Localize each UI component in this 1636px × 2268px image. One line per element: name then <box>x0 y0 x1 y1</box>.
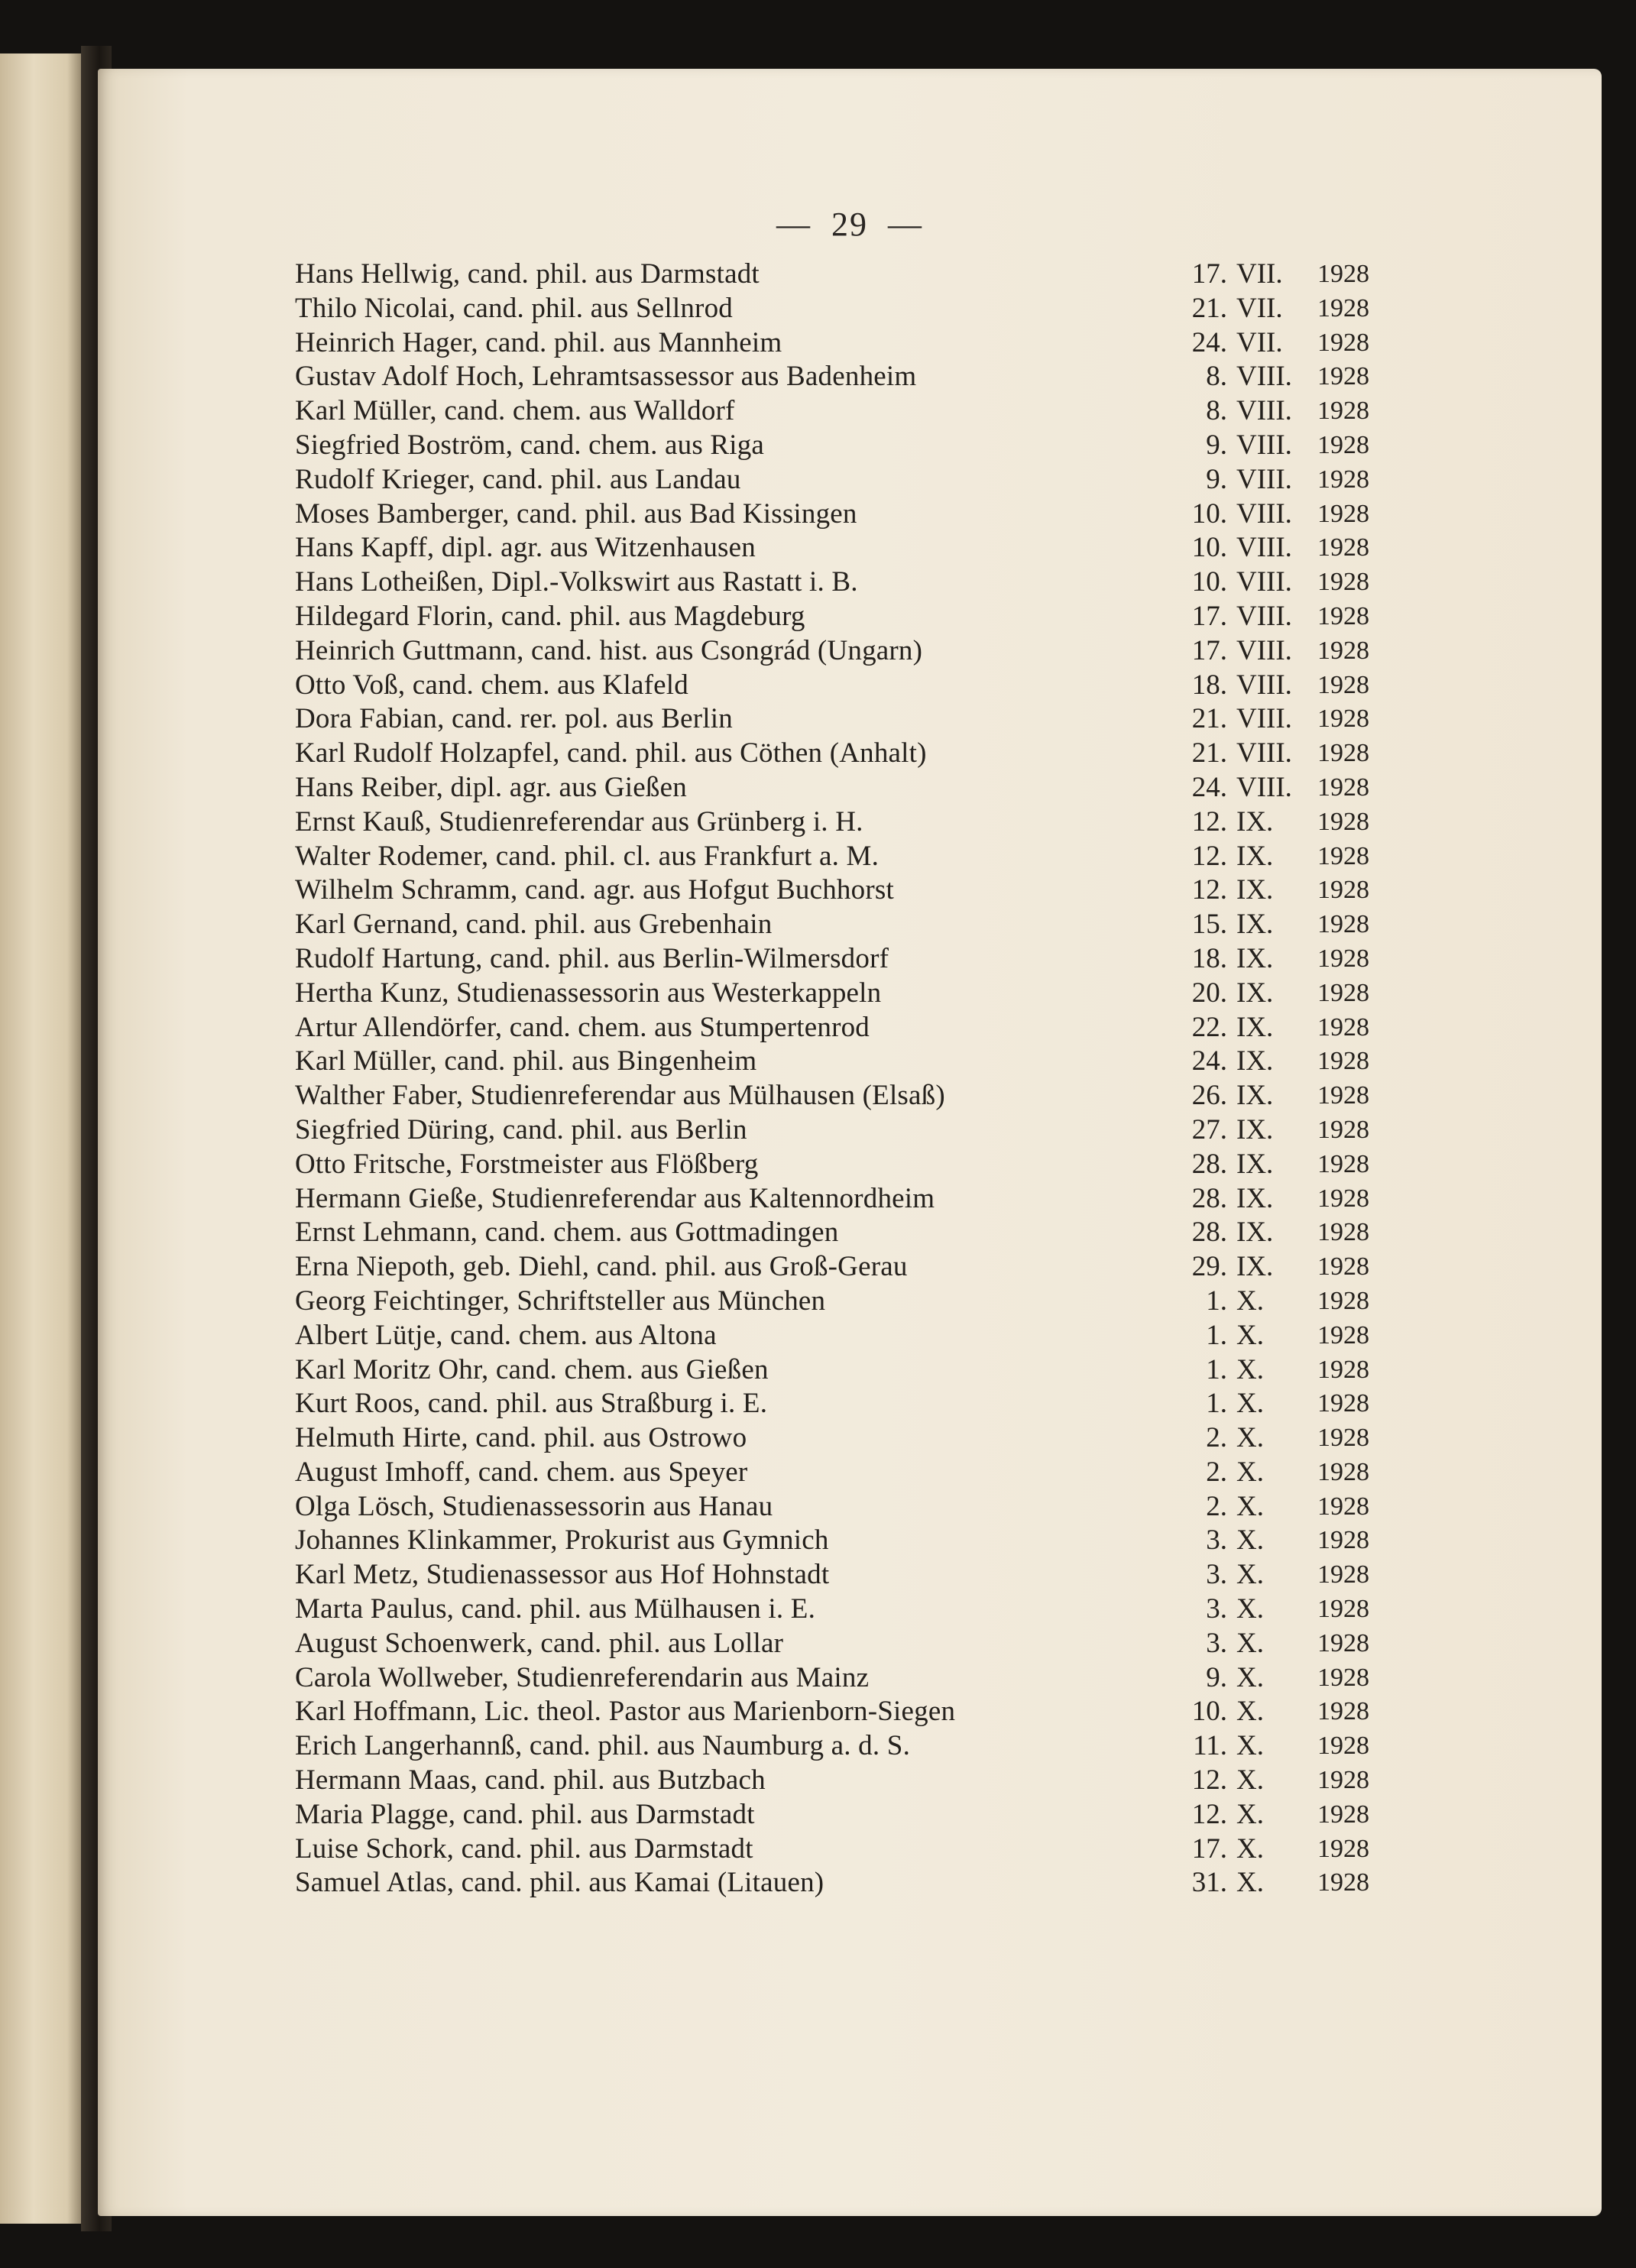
entry-name: Gustav Adolf Hoch, Lehramtsassessor aus Badenheim <box>295 361 917 393</box>
entry-name: Karl Gernand, cand. phil. aus Grebenhain <box>295 909 773 941</box>
entry-year: 1928 <box>1317 1834 1369 1863</box>
entry-month: IX. <box>1236 1080 1274 1112</box>
entry-year: 1928 <box>1317 328 1369 357</box>
list-item <box>295 1353 1395 1388</box>
entry-name: Karl Hoffmann, Lic. theol. Pastor aus Marienborn-Siegen <box>295 1696 956 1728</box>
entry-month: VIII. <box>1236 703 1292 735</box>
entry-name: Artur Allendörfer, cand. chem. aus Stumpertenrod <box>295 1011 870 1043</box>
entry-year: 1928 <box>1317 1595 1369 1624</box>
list-item <box>295 702 1395 737</box>
list-item <box>295 1627 1395 1661</box>
list-item <box>295 908 1395 942</box>
left-page-edge <box>0 53 84 2224</box>
entry-name: Ernst Kauß, Studienreferendar aus Grünberg i. H. <box>295 805 863 838</box>
entry-month: IX. <box>1236 874 1274 906</box>
entry-name: Hans Lotheißen, Dipl.-Volkswirt aus Rastatt i. B. <box>295 566 858 598</box>
entry-month: IX. <box>1236 1148 1274 1180</box>
entry-year: 1928 <box>1317 1252 1369 1281</box>
list-item <box>295 1764 1395 1798</box>
entry-day: 1. <box>1206 1353 1227 1385</box>
entry-day: 10. <box>1191 497 1227 530</box>
page-number: 29 <box>831 206 868 243</box>
entry-day: 20. <box>1191 977 1227 1009</box>
entry-name: August Schoenwerk, cand. phil. aus Lollar <box>295 1627 784 1659</box>
entry-month: VIII. <box>1236 361 1292 393</box>
entry-year: 1928 <box>1317 362 1369 391</box>
entry-day: 24. <box>1191 1045 1227 1077</box>
list-item <box>295 737 1395 771</box>
entry-month: X. <box>1236 1764 1264 1797</box>
entry-year: 1928 <box>1317 670 1369 699</box>
entry-day: 12. <box>1191 805 1227 838</box>
entry-month: VIII. <box>1236 600 1292 632</box>
list-item <box>295 1524 1395 1558</box>
entry-year: 1928 <box>1317 773 1369 802</box>
list-item <box>295 1456 1395 1490</box>
entry-name: Olga Lösch, Studienassessorin aus Hanau <box>295 1490 773 1522</box>
entry-month: VIII. <box>1236 771 1292 803</box>
entry-year: 1928 <box>1317 739 1369 768</box>
entry-month: X. <box>1236 1490 1264 1522</box>
list-item <box>295 1729 1395 1764</box>
entry-name: Ernst Lehmann, cand. chem. aus Gottmadingen <box>295 1217 839 1249</box>
entry-day: 3. <box>1206 1593 1227 1625</box>
entry-name: Hans Kapff, dipl. agr. aus Witzenhausen <box>295 532 756 564</box>
entry-name: Hermann Gieße, Studienreferendar aus Kaltennordheim <box>295 1182 935 1214</box>
entry-month: VII. <box>1236 258 1283 290</box>
entry-year: 1928 <box>1317 1218 1369 1247</box>
list-item <box>295 669 1395 703</box>
entry-day: 2. <box>1206 1422 1227 1454</box>
entry-year: 1928 <box>1317 397 1369 426</box>
entry-name: Rudolf Krieger, cand. phil. aus Landau <box>295 463 741 495</box>
entry-name: Heinrich Hager, cand. phil. aus Mannheim <box>295 326 782 358</box>
entry-month: X. <box>1236 1867 1264 1899</box>
entry-day: 9. <box>1206 1661 1227 1693</box>
list-item <box>295 1387 1395 1421</box>
entry-day: 3. <box>1206 1524 1227 1557</box>
list-item <box>295 1285 1395 1319</box>
entry-year: 1928 <box>1317 430 1369 459</box>
entry-month: X. <box>1236 1559 1264 1591</box>
entry-day: 3. <box>1206 1627 1227 1659</box>
entry-day: 9. <box>1206 463 1227 495</box>
entry-month: IX. <box>1236 977 1274 1009</box>
entry-name: Siegfried Düring, cand. phil. aus Berlin <box>295 1113 747 1145</box>
page-number-header <box>98 205 1602 244</box>
entry-name: Otto Voß, cand. chem. aus Klafeld <box>295 669 688 701</box>
list-item <box>295 1319 1395 1353</box>
entry-month: X. <box>1236 1353 1264 1385</box>
entry-month: VIII. <box>1236 395 1292 427</box>
entry-day: 10. <box>1191 1696 1227 1728</box>
entry-month: VIII. <box>1236 634 1292 666</box>
entry-month: X. <box>1236 1524 1264 1557</box>
list-item <box>295 1592 1395 1627</box>
entry-year: 1928 <box>1317 1149 1369 1178</box>
entry-year: 1928 <box>1317 601 1369 630</box>
list-item <box>295 840 1395 874</box>
entry-day: 28. <box>1191 1217 1227 1249</box>
list-item <box>295 600 1395 634</box>
entry-year: 1928 <box>1317 1047 1369 1076</box>
entry-month: X. <box>1236 1422 1264 1454</box>
entry-month: X. <box>1236 1730 1264 1762</box>
list-item <box>295 1113 1395 1148</box>
entry-day: 27. <box>1191 1113 1227 1145</box>
entry-day: 28. <box>1191 1182 1227 1214</box>
list-item <box>295 771 1395 805</box>
entry-month: VIII. <box>1236 429 1292 461</box>
entry-day: 12. <box>1191 1764 1227 1797</box>
entry-month: IX. <box>1236 840 1274 872</box>
entry-day: 21. <box>1191 737 1227 770</box>
entry-name: Marta Paulus, cand. phil. aus Mülhausen i. E. <box>295 1593 816 1625</box>
entry-month: X. <box>1236 1285 1264 1317</box>
list-item <box>295 394 1395 429</box>
entry-name: Hermann Maas, cand. phil. aus Butzbach <box>295 1764 766 1797</box>
list-item <box>295 531 1395 565</box>
entry-name: Hans Reiber, dipl. agr. aus Gießen <box>295 771 687 803</box>
entry-name: Siegfried Boström, cand. chem. aus Riga <box>295 429 765 461</box>
entry-name: Erna Niepoth, geb. Diehl, cand. phil. aus Groß-Gerau <box>295 1251 908 1283</box>
entry-day: 3. <box>1206 1559 1227 1591</box>
entry-year: 1928 <box>1317 636 1369 665</box>
entry-month: X. <box>1236 1456 1264 1488</box>
entry-year: 1928 <box>1317 807 1369 836</box>
entry-day: 10. <box>1191 532 1227 564</box>
entry-day: 17. <box>1191 258 1227 290</box>
entry-day: 17. <box>1191 600 1227 632</box>
list-item <box>295 873 1395 908</box>
entry-year: 1928 <box>1317 1286 1369 1315</box>
entry-day: 1. <box>1206 1285 1227 1317</box>
entry-name: Albert Lütje, cand. chem. aus Altona <box>295 1319 717 1351</box>
folio-dash-left: — <box>776 206 812 243</box>
entry-name: Hans Hellwig, cand. phil. aus Darmstadt <box>295 258 760 290</box>
list-item <box>295 942 1395 977</box>
list-item <box>295 1421 1395 1456</box>
entry-name: Samuel Atlas, cand. phil. aus Kamai (Litauen) <box>295 1867 824 1899</box>
list-item <box>295 1182 1395 1217</box>
entry-month: X. <box>1236 1661 1264 1693</box>
entry-day: 12. <box>1191 1798 1227 1830</box>
entry-name: Karl Müller, cand. chem. aus Walldorf <box>295 395 735 427</box>
entry-year: 1928 <box>1317 876 1369 905</box>
entry-day: 24. <box>1191 326 1227 358</box>
entry-year: 1928 <box>1317 499 1369 528</box>
entry-day: 17. <box>1191 1832 1227 1865</box>
entry-name: Heinrich Guttmann, cand. hist. aus Csongrád (Ungarn) <box>295 634 923 666</box>
entry-name: Walter Rodemer, cand. phil. cl. aus Frankfurt a. M. <box>295 840 880 872</box>
entry-month: VIII. <box>1236 737 1292 770</box>
registration-list <box>295 258 1395 1900</box>
entry-year: 1928 <box>1317 1628 1369 1657</box>
entry-name: Karl Moritz Ohr, cand. chem. aus Gießen <box>295 1353 769 1385</box>
entry-year: 1928 <box>1317 260 1369 288</box>
book-page <box>98 69 1602 2216</box>
entry-year: 1928 <box>1317 293 1369 322</box>
list-item <box>295 360 1395 394</box>
entry-year: 1928 <box>1317 1766 1369 1795</box>
entry-year: 1928 <box>1317 1800 1369 1829</box>
entry-month: VIII. <box>1236 497 1292 530</box>
entry-name: Kurt Roos, cand. phil. aus Straßburg i. E. <box>295 1388 768 1420</box>
entry-year: 1928 <box>1317 1492 1369 1521</box>
entry-month: VIII. <box>1236 463 1292 495</box>
entry-month: X. <box>1236 1319 1264 1351</box>
entry-month: X. <box>1236 1832 1264 1865</box>
entry-month: VII. <box>1236 326 1283 358</box>
list-item <box>295 805 1395 840</box>
entry-name: Georg Feichtinger, Schriftsteller aus München <box>295 1285 826 1317</box>
list-item <box>295 1250 1395 1285</box>
entry-year: 1928 <box>1317 705 1369 734</box>
entry-name: Karl Metz, Studienassessor aus Hof Hohnstadt <box>295 1559 830 1591</box>
entry-year: 1928 <box>1317 1526 1369 1555</box>
entry-month: X. <box>1236 1696 1264 1728</box>
entry-day: 15. <box>1191 909 1227 941</box>
entry-name: Moses Bamberger, cand. phil. aus Bad Kissingen <box>295 497 857 530</box>
entry-month: VIII. <box>1236 669 1292 701</box>
entry-month: X. <box>1236 1593 1264 1625</box>
entry-year: 1928 <box>1317 1457 1369 1486</box>
entry-month: IX. <box>1236 1217 1274 1249</box>
entry-name: Erich Langerhannß, cand. phil. aus Naumburg a. d. S. <box>295 1730 911 1762</box>
entry-year: 1928 <box>1317 568 1369 597</box>
list-item <box>295 1011 1395 1045</box>
entry-year: 1928 <box>1317 465 1369 494</box>
entry-year: 1928 <box>1317 1389 1369 1418</box>
entry-month: IX. <box>1236 1182 1274 1214</box>
entry-year: 1928 <box>1317 1355 1369 1384</box>
entry-day: 9. <box>1206 429 1227 461</box>
entry-year: 1928 <box>1317 841 1369 870</box>
entry-name: Hertha Kunz, Studienassessorin aus Westerkappeln <box>295 977 882 1009</box>
list-item <box>295 565 1395 600</box>
entry-day: 8. <box>1206 361 1227 393</box>
entry-year: 1928 <box>1317 910 1369 939</box>
entry-month: VII. <box>1236 292 1283 324</box>
entry-name: Otto Fritsche, Forstmeister aus Flößberg <box>295 1148 759 1180</box>
list-item <box>295 1045 1395 1079</box>
entry-day: 18. <box>1191 669 1227 701</box>
list-item <box>295 1558 1395 1592</box>
entry-name: August Imhoff, cand. chem. aus Speyer <box>295 1456 748 1488</box>
list-item <box>295 463 1395 497</box>
entry-month: X. <box>1236 1627 1264 1659</box>
list-item <box>295 977 1395 1011</box>
entry-day: 2. <box>1206 1456 1227 1488</box>
entry-year: 1928 <box>1317 533 1369 562</box>
entry-day: 1. <box>1206 1319 1227 1351</box>
entry-year: 1928 <box>1317 1663 1369 1692</box>
entry-month: IX. <box>1236 1251 1274 1283</box>
entry-name: Thilo Nicolai, cand. phil. aus Sellnrod <box>295 292 733 324</box>
list-item <box>295 326 1395 361</box>
entry-year: 1928 <box>1317 1115 1369 1144</box>
list-item <box>295 1490 1395 1524</box>
entry-year: 1928 <box>1317 944 1369 973</box>
entry-name: Karl Rudolf Holzapfel, cand. phil. aus Cöthen (Anhalt) <box>295 737 927 770</box>
list-item <box>295 1661 1395 1696</box>
entry-name: Carola Wollweber, Studienreferendarin aus Mainz <box>295 1661 870 1693</box>
entry-month: IX. <box>1236 1045 1274 1077</box>
entry-day: 24. <box>1191 771 1227 803</box>
list-item <box>295 429 1395 463</box>
list-item <box>295 1216 1395 1250</box>
entry-name: Maria Plagge, cand. phil. aus Darmstadt <box>295 1798 755 1830</box>
folio-dash-right: — <box>888 206 923 243</box>
list-item <box>295 258 1395 292</box>
list-item <box>295 1798 1395 1832</box>
entry-day: 12. <box>1191 840 1227 872</box>
entry-day: 10. <box>1191 566 1227 598</box>
entry-month: IX. <box>1236 805 1274 838</box>
entry-name: Dora Fabian, cand. rer. pol. aus Berlin <box>295 703 733 735</box>
entry-day: 11. <box>1193 1730 1227 1762</box>
entry-month: X. <box>1236 1798 1264 1830</box>
entry-year: 1928 <box>1317 1560 1369 1589</box>
entry-day: 29. <box>1191 1251 1227 1283</box>
entry-month: X. <box>1236 1388 1264 1420</box>
list-item <box>295 292 1395 326</box>
entry-month: VIII. <box>1236 566 1292 598</box>
entry-day: 21. <box>1191 703 1227 735</box>
entry-year: 1928 <box>1317 978 1369 1007</box>
entry-year: 1928 <box>1317 1320 1369 1349</box>
entry-year: 1928 <box>1317 1868 1369 1897</box>
entry-name: Rudolf Hartung, cand. phil. aus Berlin-Wilmersdorf <box>295 942 889 974</box>
entry-name: Johannes Klinkammer, Prokurist aus Gymnich <box>295 1524 829 1557</box>
entry-day: 8. <box>1206 395 1227 427</box>
entry-day: 31. <box>1191 1867 1227 1899</box>
entry-day: 28. <box>1191 1148 1227 1180</box>
entry-year: 1928 <box>1317 1013 1369 1042</box>
list-item <box>295 1695 1395 1729</box>
list-item <box>295 1148 1395 1182</box>
entry-year: 1928 <box>1317 1184 1369 1213</box>
entry-year: 1928 <box>1317 1732 1369 1761</box>
entry-name: Wilhelm Schramm, cand. agr. aus Hofgut Buchhorst <box>295 874 894 906</box>
entry-month: IX. <box>1236 1011 1274 1043</box>
entry-day: 12. <box>1191 874 1227 906</box>
entry-day: 17. <box>1191 634 1227 666</box>
entry-month: IX. <box>1236 909 1274 941</box>
entry-month: VIII. <box>1236 532 1292 564</box>
list-item <box>295 1832 1395 1867</box>
entry-name: Luise Schork, cand. phil. aus Darmstadt <box>295 1832 753 1865</box>
entry-day: 26. <box>1191 1080 1227 1112</box>
entry-day: 21. <box>1191 292 1227 324</box>
entry-day: 22. <box>1191 1011 1227 1043</box>
entry-year: 1928 <box>1317 1697 1369 1726</box>
list-item <box>295 634 1395 669</box>
entry-name: Walther Faber, Studienreferendar aus Mülhausen (Elsaß) <box>295 1080 945 1112</box>
entry-name: Karl Müller, cand. phil. aus Bingenheim <box>295 1045 757 1077</box>
entry-month: IX. <box>1236 1113 1274 1145</box>
list-item <box>295 497 1395 532</box>
entry-name: Hildegard Florin, cand. phil. aus Magdeburg <box>295 600 805 632</box>
entry-year: 1928 <box>1317 1424 1369 1453</box>
list-item <box>295 1866 1395 1900</box>
entry-day: 18. <box>1191 942 1227 974</box>
entry-year: 1928 <box>1317 1081 1369 1110</box>
entry-name: Helmuth Hirte, cand. phil. aus Ostrowo <box>295 1422 747 1454</box>
list-item <box>295 1079 1395 1113</box>
entry-day: 1. <box>1206 1388 1227 1420</box>
entry-month: IX. <box>1236 942 1274 974</box>
entry-day: 2. <box>1206 1490 1227 1522</box>
